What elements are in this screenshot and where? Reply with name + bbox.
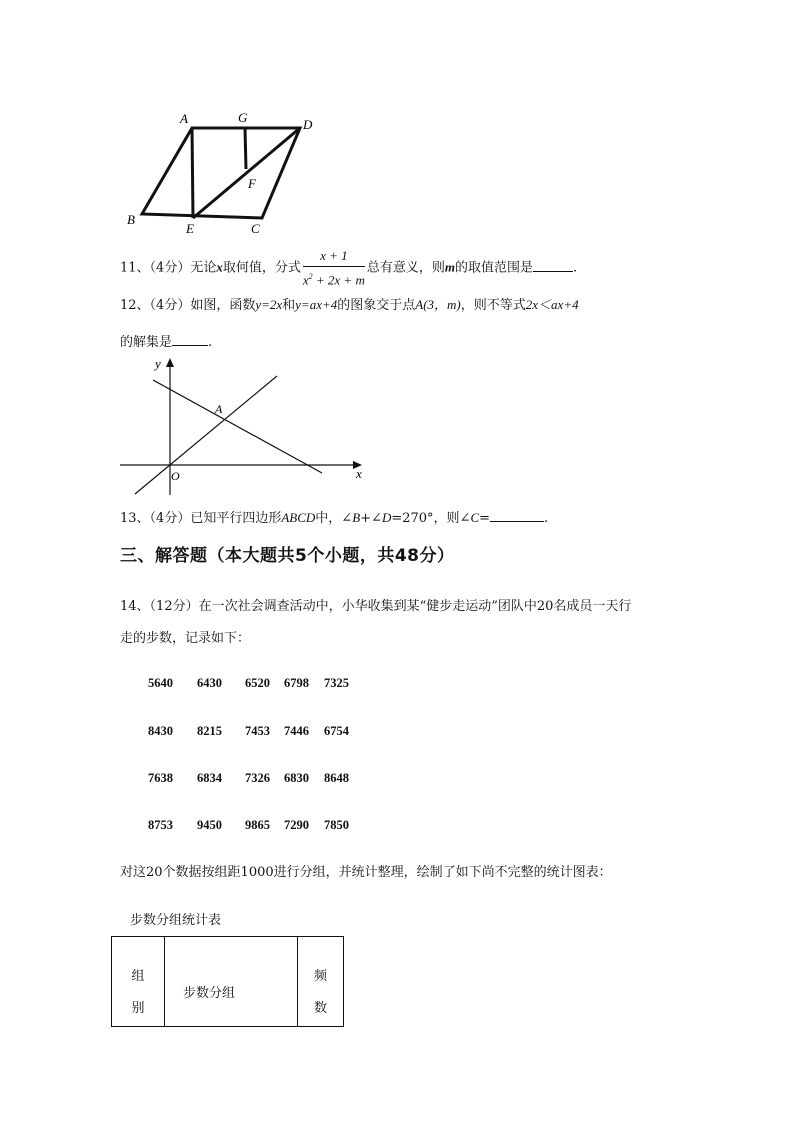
origin-label: O [171,469,180,483]
q13-name: ABCD [281,510,316,525]
y-axis-arrow [166,358,174,367]
question-12 [120,296,579,315]
q11-suffix1: 总有意义，则 [366,260,445,276]
header-freq-bottom: 数 [313,1001,327,1016]
q11-var: x [216,259,223,275]
data-row: 8753 9450 9865 7290 7850 [148,818,349,832]
label-a: A [180,111,188,126]
q12-and: 和 [282,298,296,313]
q11-prefix: 11、（4分）无论 [120,260,217,276]
label-b: B [127,212,135,227]
q12-function2: y=ax+4 [295,297,338,312]
q11-fraction [303,247,365,289]
header-group-bottom: 别 [131,1001,145,1016]
header-range-label: 步数分组 [183,986,236,1001]
section-3-heading: 三、解答题（本大题共5个小题，共48分） [120,546,455,566]
table-title: 步数分组统计表 [130,913,222,928]
q11-answer-blank[interactable] [533,258,573,272]
parallelogram-figure [120,105,330,240]
q12-mid: 的图象交于点 [337,298,416,313]
data-row: 7638 6834 7326 6830 8648 [148,771,349,785]
q11-numerator: x + 1 [303,247,365,267]
q12-function1: y=2x [255,297,283,312]
header-group-top: 组 [131,969,145,984]
y-axis-label: y [155,356,161,371]
parallelogram-abcd [142,128,300,218]
intersection-label-a: A [215,402,223,416]
label-d: D [303,117,313,132]
line-y-2x [135,376,277,494]
question-11: 11、（4分）无论x取何值，分式 $\frac{x + 1}{x^2 + 2x + m}$ 总有意义，则m的取值范围是 . [120,248,578,288]
segment-gf [245,128,246,169]
q11-middle: 取何值，分式 [222,260,301,276]
data-row: 8430 8215 7453 7446 6754 [148,724,349,738]
question-14-line1: 14、（12分）在一次社会调查活动中，小华收集到某“健步走运动”团队中20名成员一天行 [120,599,632,614]
question-14-after: 对这20个数据按组距1000进行分组，并统计整理，绘制了如下尚不完整的统计图表： [120,865,612,880]
header-range-cell [164,936,298,1027]
q12-answer-blank[interactable] [172,332,208,346]
q13-prefix: 13、（4分）已知平行四边形 [120,511,282,526]
line-y-ax-plus-4 [153,380,322,473]
q13-answer-blank[interactable] [490,508,544,522]
q12-point: A(3，m) [415,297,461,312]
segment-ae [192,128,193,218]
label-c: C [251,221,260,236]
q11-var2: m [444,259,455,275]
q12-line2: 的解集是 [120,335,173,350]
question-13: 13、（4分）已知平行四边形ABCD中，∠B+∠D=270°，则∠C= . [120,510,549,526]
question-14-line2: 走的步数，记录如下： [120,631,251,646]
step-group-table [111,936,344,1027]
x-axis-label: x [356,466,362,481]
header-group-cell [111,936,165,1027]
label-e: E [186,221,194,236]
q11-suffix2: 的取值范围是 [454,260,533,276]
q12-inequality: 2x＜ax+4 [525,297,579,312]
header-freq-top: 频 [313,969,327,984]
data-row: 5640 6430 6520 6798 7325 [148,676,349,690]
q12-mid2: ，则不等式 [460,298,526,313]
label-f: F [248,176,256,191]
q11-denominator: $x^2 + 2x + m$ [302,272,365,288]
function-graph-figure [115,350,375,500]
header-freq-cell [297,936,344,1027]
question-12-line2: 的解集是 . [120,332,212,352]
label-g: G [238,110,248,125]
q12-prefix: 12、（4分）如图，函数 [120,298,256,313]
